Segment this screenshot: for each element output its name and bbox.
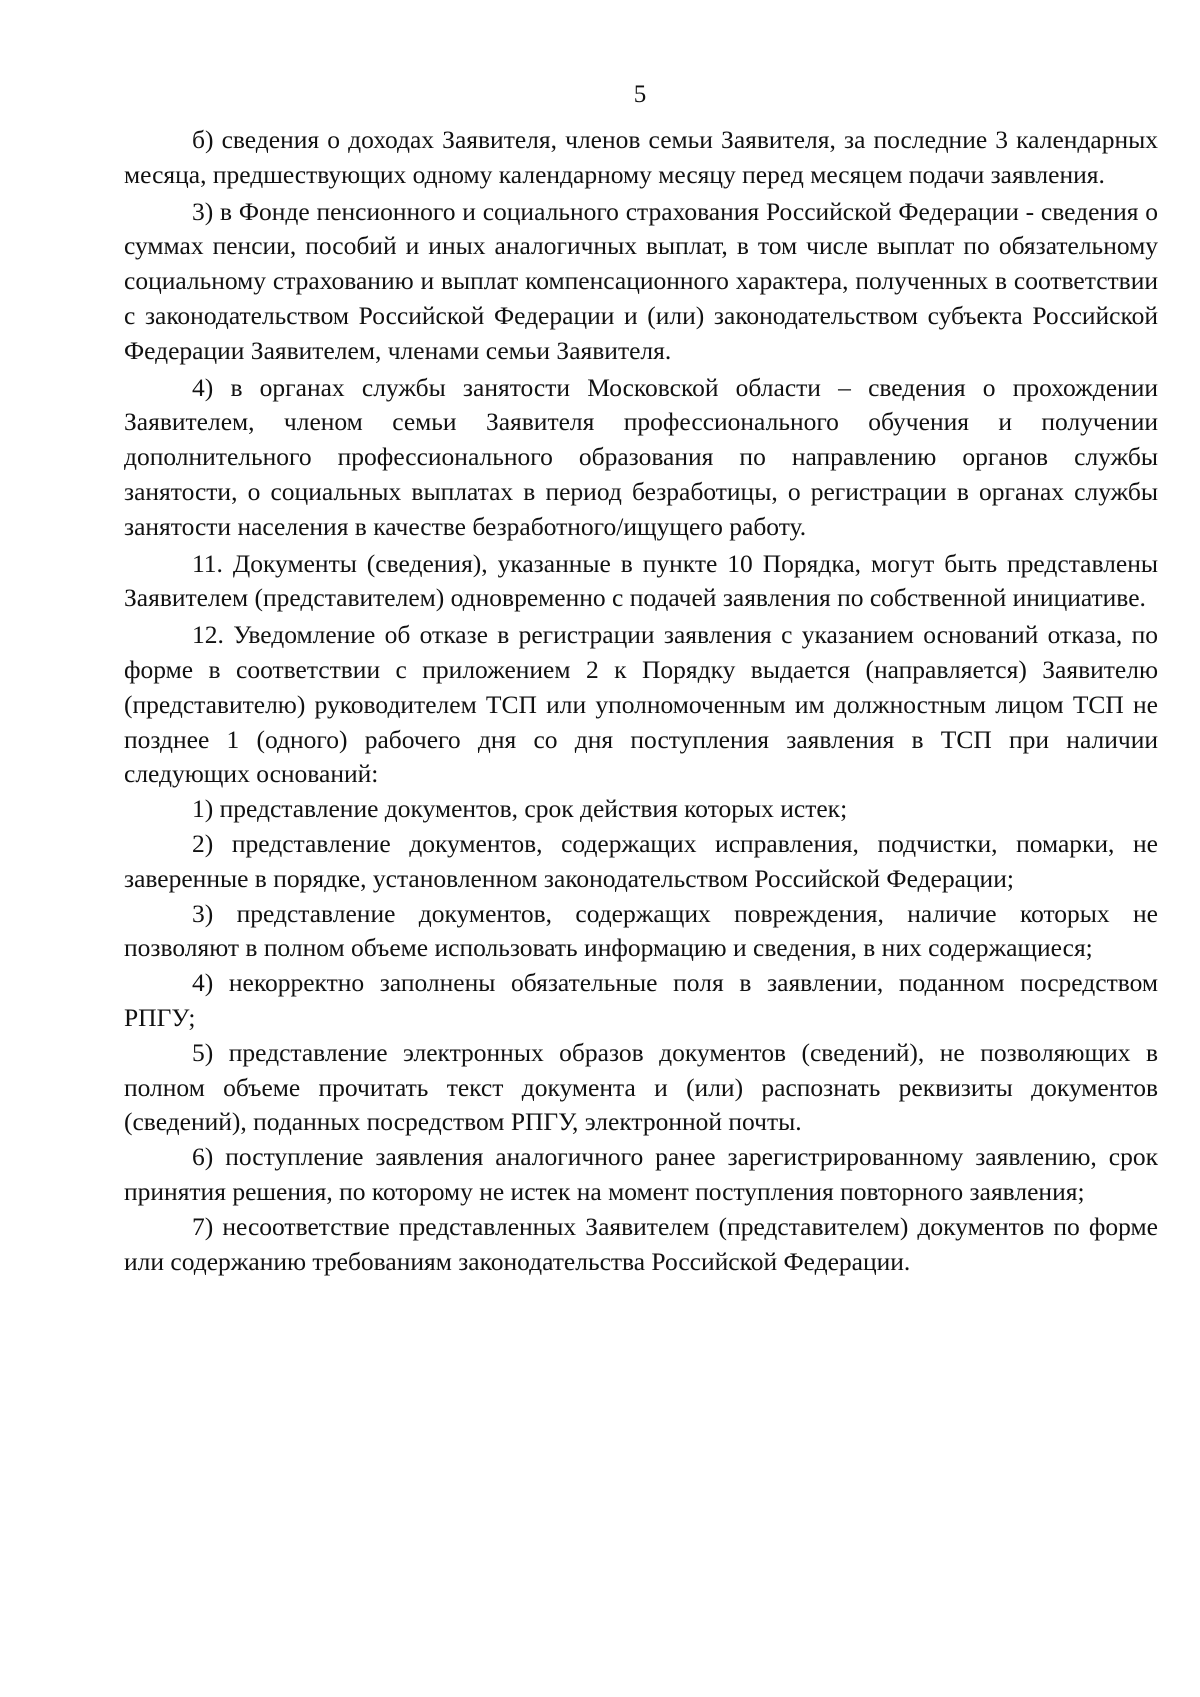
ground-2-corrections: 2) представление документов, содержащих исправления, подчистки, помарки, не заверенные в порядке, установленном законодательством Российской Федерации; xyxy=(124,828,1158,893)
document-body xyxy=(124,123,1158,1279)
paragraph-employment-service: 4) в органах службы занятости Московской области – сведения о прохождении Заявителем, членом семьи Заявителя профессионального обучения и получении дополнительного профессионального образования по направлению органов службы занятости, о социальных выплатах в период безработицы, о регистрации в органах службы занятости населения в качестве безработного/ищущего работу. xyxy=(124,372,1158,541)
ground-7-nonconformity: 7) несоответствие представленных Заявителем (представителем) документов по форме или содержанию требованиям законодательства Российской Федерации. xyxy=(124,1211,1158,1276)
paragraph-pension-fund: 3) в Фонде пенсионного и социального страхования Российской Федерации - сведения о суммах пенсии, пособий и иных аналогичных выплат, в том числе выплат по обязательному социальному страхованию и выплат компенсационного характера, полученных в соответствии с законодательством Российской Федерации и (или) законодательством субъекта Российской Федерации Заявителем, членами семьи Заявителя. xyxy=(124,196,1158,365)
page-number: 5 xyxy=(633,81,647,108)
ground-1-expired: 1) представление документов, срок действия которых истек; xyxy=(192,794,848,824)
paragraph-12-refusal-notice: 12. Уведомление об отказе в регистрации заявления с указанием оснований отказа, по форме в соответствии с приложением 2 к Порядку выдается (направляется) Заявителю (представителю) руководителем ТСП или уполномоченным им должностным лицом ТСП не позднее 1 (одного) рабочего дня со дня поступления заявления в ТСП при наличии следующих оснований: xyxy=(124,620,1158,789)
paragraph-income-info: б) сведения о доходах Заявителя, членов семьи Заявителя, за последние 3 календарных месяца, предшествующих одному календарному месяцу перед месяцем подачи заявления. xyxy=(124,125,1158,189)
ground-6-duplicate-application: 6) поступление заявления аналогичного ранее зарегистрированному заявлению, срок принятия решения, по которому не истек на момент поступления повторного заявления; xyxy=(124,1142,1158,1206)
ground-5-electronic-images: 5) представление электронных образов документов (сведений), не позволяющих в полном объеме прочитать текст документа и (или) распознать реквизиты документов (сведений), поданных посредством РПГУ, электронной почты. xyxy=(124,1037,1158,1137)
paragraph-11-documents: 11. Документы (сведения), указанные в пункте 10 Порядка, могут быть представлены Заявителем (представителем) одновременно с подачей заявления по собственной инициативе. xyxy=(124,548,1158,613)
ground-3-damage: 3) представление документов, содержащих повреждения, наличие которых не позволяют в полном объеме использовать информацию и сведения, в них содержащиеся; xyxy=(124,898,1158,963)
ground-4-incorrect-fields: 4) некорректно заполнены обязательные поля в заявлении, поданном посредством РПГУ; xyxy=(124,968,1158,1032)
